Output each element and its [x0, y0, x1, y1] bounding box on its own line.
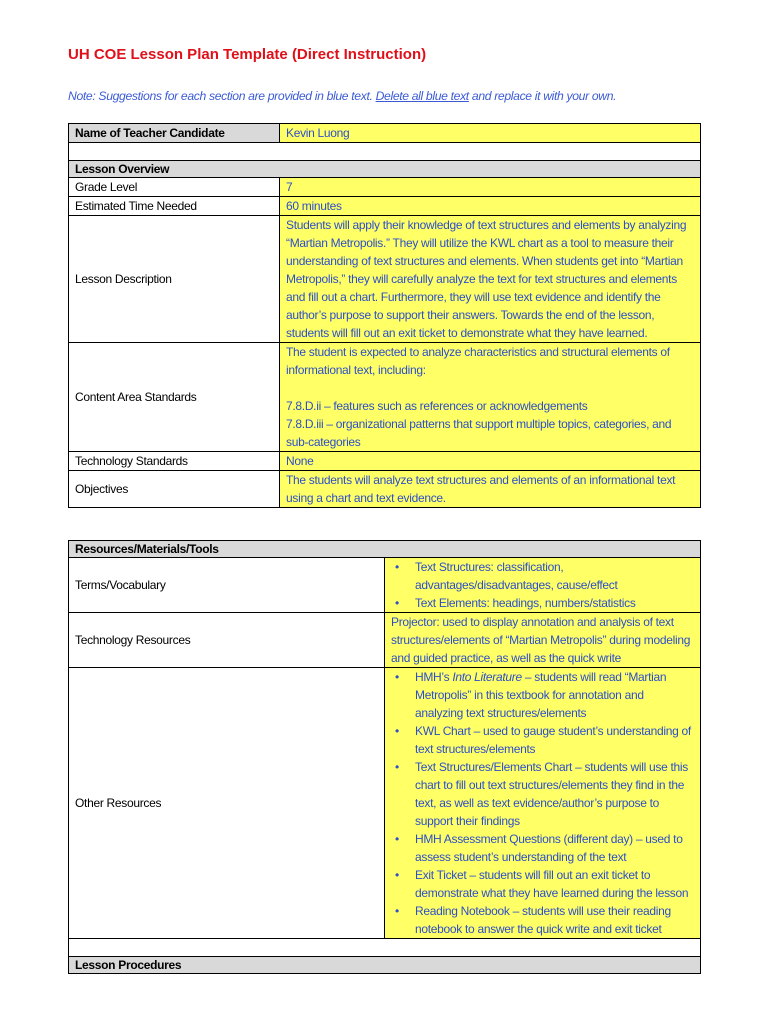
list-item: • KWL Chart – used to gauge student’s understanding of text structures/elements [415, 722, 694, 758]
spacer-row [69, 939, 701, 957]
other-resources-list [391, 668, 694, 938]
section-header-lesson-overview: Lesson Overview [69, 161, 701, 178]
note-text-end: and replace it with your own. [468, 89, 617, 103]
overview-table [68, 123, 701, 508]
list-item: • Text Elements: headings, numbers/statistics [415, 594, 694, 612]
section-header-lesson-procedures: Lesson Procedures [69, 957, 701, 974]
resource-text: – students will read “Martian Metropolis” in this textbook for annotation and analyzing text structures/elements [415, 670, 667, 720]
list-item: • Reading Notebook – students will use their reading notebook to answer the quick write and exit ticket [415, 902, 694, 938]
terms-vocabulary-label: Terms/Vocabulary [69, 558, 385, 613]
grade-level-value[interactable]: 7 [280, 178, 701, 197]
teacher-name-label: Name of Teacher Candidate [69, 124, 280, 143]
time-needed-value[interactable]: 60 minutes [280, 197, 701, 216]
content-standards-label: Content Area Standards [69, 343, 280, 452]
technology-resources-value[interactable]: Projector: used to display annotation and analysis of text structures/elements of “Martian Metropolis” during modeling and guided practice, as well as the quick write [385, 613, 701, 668]
resource-prefix: HMH’s [415, 670, 453, 684]
standards-intro: The student is expected to analyze characteristics and structural elements of informational text, including: [286, 345, 670, 377]
resources-table [68, 540, 701, 974]
objectives-label: Objectives [69, 471, 280, 508]
document-title: UH COE Lesson Plan Template (Direct Instruction) [68, 46, 427, 63]
instruction-note [68, 89, 616, 103]
standard-item: 7.8.D.ii – features such as references or acknowledgements [286, 399, 588, 413]
other-resources-label: Other Resources [69, 668, 385, 939]
list-item: • HMH Assessment Questions (different day) – used to assess student’s understanding of the text [415, 830, 694, 866]
teacher-name-value[interactable]: Kevin Luong [280, 124, 701, 143]
spacer-row [69, 143, 701, 161]
content-standards-value[interactable] [280, 343, 701, 452]
technology-resources-label: Technology Resources [69, 613, 385, 668]
grade-level-label: Grade Level [69, 178, 280, 197]
technology-standards-value[interactable]: None [280, 452, 701, 471]
blank-line [286, 379, 694, 397]
list-item: • Text Structures/Elements Chart – students will use this chart to fill out text structures/elements they find in the text, as well as text evidence/author’s purpose to support their findings [415, 758, 694, 830]
terms-list [391, 558, 694, 612]
terms-vocabulary-value[interactable] [385, 558, 701, 613]
note-underlined-text: Delete all blue text [375, 89, 469, 103]
list-item [415, 668, 694, 722]
textbook-title: Into Literature [452, 670, 522, 684]
standard-item: 7.8.D.iii – organizational patterns that support multiple topics, categories, and sub-categories [286, 417, 672, 449]
note-text: Note: Suggestions for each section are provided in blue text. [68, 89, 373, 103]
other-resources-value[interactable] [385, 668, 701, 939]
section-header-resources: Resources/Materials/Tools [69, 541, 701, 558]
list-item: • Exit Ticket – students will fill out an exit ticket to demonstrate what they have learned during the lesson [415, 866, 694, 902]
time-needed-label: Estimated Time Needed [69, 197, 280, 216]
lesson-description-value[interactable]: Students will apply their knowledge of text structures and elements by analyzing “Martian Metropolis.” They will utilize the KWL chart as a tool to measure their understanding of text structures and elements. When students get into “Martian Metropolis,” they will carefully analyze the text for text structures and elements and fill out a chart. Furthermore, they will use text evidence and identify the author’s purpose to support their answers. Towards the end of the lesson, students will fill out an exit ticket to demonstrate what they have learned. [280, 216, 701, 343]
list-item: • Text Structures: classification, advantages/disadvantages, cause/effect [415, 558, 694, 594]
technology-standards-label: Technology Standards [69, 452, 280, 471]
objectives-value[interactable]: The students will analyze text structures and elements of an informational text using a chart and text evidence. [280, 471, 701, 508]
lesson-description-label: Lesson Description [69, 216, 280, 343]
